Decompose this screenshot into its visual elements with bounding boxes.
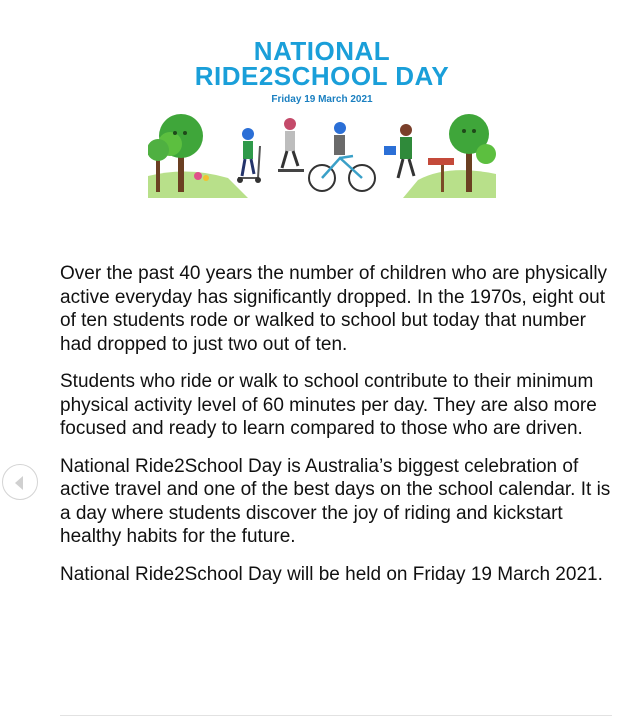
banner-date: Friday 19 March 2021 (271, 94, 373, 105)
article-paragraph-4: National Ride2School Day will be held on Friday 19 March 2021. (60, 563, 603, 585)
article-paragraph-1: Over the past 40 years the number of children who are physically active everyday has significantly dropped. In the 1970s, eight out of ten students rode or walked to school but today that number had dropped to just two out of ten. (60, 263, 608, 355)
banner-title-line2: RIDE2SCHOOL DAY (194, 61, 450, 91)
divider (60, 715, 612, 716)
article-body (60, 262, 616, 600)
article-paragraph-2: Students who ride or walk to school contribute to their minimum physical activity level of 60 minutes per day. They are also more focused and ready to learn compared to those who are driven. (60, 371, 597, 439)
banner-title-line1: NATIONAL (253, 36, 391, 66)
article-paragraph-3: National Ride2School Day is Australia’s biggest celebration of active travel and one of the best days on the school calendar. It is a day where students discover the joy of riding and kickstart healthy habits for the future. (60, 455, 611, 547)
event-banner (148, 36, 496, 198)
previous-button[interactable] (2, 464, 38, 500)
chevron-left-icon (3, 465, 39, 501)
children-riding-illustration (148, 106, 496, 198)
